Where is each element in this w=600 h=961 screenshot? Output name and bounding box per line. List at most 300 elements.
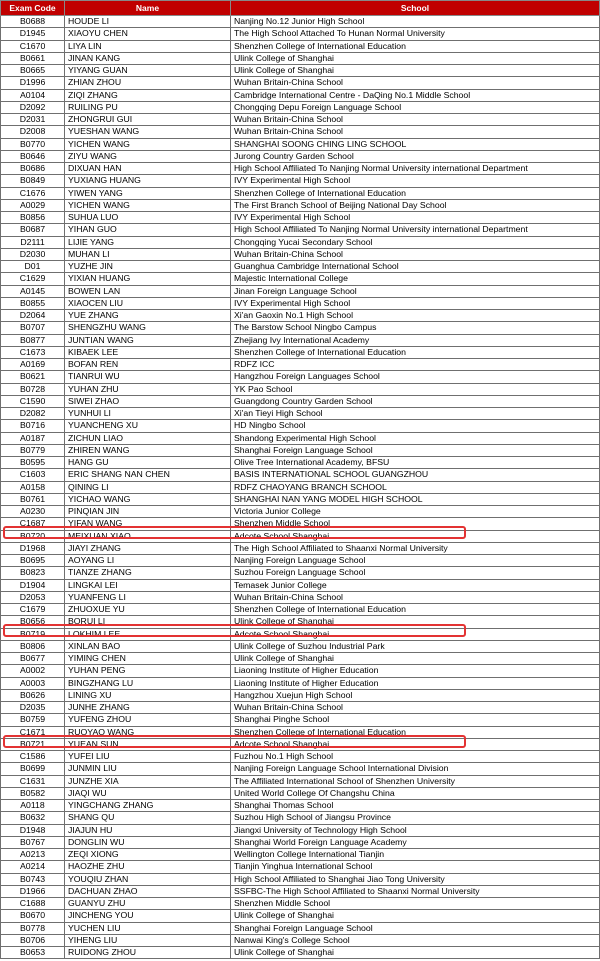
school-cell: High School Affiliated To Nanjing Normal University international Department [231,163,600,175]
name-cell: LIYA LIN [65,40,231,52]
exam-code-cell: B0582 [1,787,65,799]
table-row [1,469,600,481]
school-cell: Xi'an Tieyi High School [231,408,600,420]
exam-code-cell: B0721 [1,738,65,750]
exam-code-cell: C1676 [1,187,65,199]
school-cell: Jinan Foreign Language School [231,285,600,297]
exam-code-cell: A0187 [1,432,65,444]
table-row [1,689,600,701]
table-row [1,383,600,395]
school-cell: SHANGHAI SOONG CHING LING SCHOOL [231,138,600,150]
table-row [1,604,600,616]
exam-code-cell: C1590 [1,395,65,407]
name-cell: DONGLIN WU [65,836,231,848]
name-cell: JUNZHE XIA [65,775,231,787]
exam-code-cell: B0720 [1,530,65,542]
table-row [1,163,600,175]
school-cell: YK Pao School [231,383,600,395]
school-cell: Ulink College of Shanghai [231,910,600,922]
table-row [1,248,600,260]
school-cell: RDFZ CHAOYANG BRANCH SCHOOL [231,481,600,493]
exam-code-cell: C1679 [1,604,65,616]
exam-code-cell: B0686 [1,163,65,175]
school-cell: Ulink College of Shanghai [231,52,600,64]
school-cell: Victoria Junior College [231,506,600,518]
name-cell: JUNMIN LIU [65,763,231,775]
school-cell: SHANGHAI NAN YANG MODEL HIGH SCHOOL [231,493,600,505]
name-cell: YOUQIU ZHAN [65,873,231,885]
exam-code-cell: B0849 [1,175,65,187]
table-row [1,16,600,28]
table-row [1,126,600,138]
table-row [1,40,600,52]
name-cell: YICHAO WANG [65,493,231,505]
school-cell: Shanghai World Foreign Language Academy [231,836,600,848]
exam-code-cell: B0706 [1,934,65,946]
exam-code-cell: C1603 [1,469,65,481]
school-cell: Shenzhen College of International Education [231,346,600,358]
name-cell: BOFAN REN [65,359,231,371]
name-cell: YIWEN YANG [65,187,231,199]
name-cell: ZEQI XIONG [65,849,231,861]
table-row [1,787,600,799]
exam-code-cell: A0230 [1,506,65,518]
table-row [1,212,600,224]
name-cell: QINING LI [65,481,231,493]
table-row [1,506,600,518]
school-cell: Jurong Country Garden School [231,150,600,162]
name-cell: SHANG QU [65,812,231,824]
school-cell: The First Branch School of Beijing National Day School [231,199,600,211]
header-row [1,1,600,16]
table-row [1,751,600,763]
exam-code-cell: A0003 [1,677,65,689]
school-cell: Shenzhen Middle School [231,898,600,910]
exam-code-cell: B0856 [1,212,65,224]
table-row [1,542,600,554]
exam-code-cell: A0104 [1,89,65,101]
name-cell: SHENGZHU WANG [65,322,231,334]
exam-code-cell: B0670 [1,910,65,922]
exam-code-cell: B0665 [1,65,65,77]
school-cell: BASIS INTERNATIONAL SCHOOL GUANGZHOU [231,469,600,481]
school-cell: Ulink College of Shanghai [231,65,600,77]
exam-code-cell: A0214 [1,861,65,873]
table-row [1,493,600,505]
school-cell: Hangzhou Foreign Languages School [231,371,600,383]
school-cell: Ulink College of Shanghai [231,947,600,959]
school-cell: SSFBC-The High School Affiliated to Shaanxi Normal University [231,885,600,897]
school-cell: HD Ningbo School [231,420,600,432]
school-cell: Nanjing Foreign Language School [231,555,600,567]
table-row [1,824,600,836]
exam-code-cell: B0719 [1,628,65,640]
table-row [1,444,600,456]
school-cell: Chongqing Yucai Secondary School [231,236,600,248]
school-cell: Olive Tree International Academy, BFSU [231,457,600,469]
exam-code-cell: D1948 [1,824,65,836]
name-cell: YUEAN SUN [65,738,231,750]
table-row [1,861,600,873]
school-cell: IVY Experimental High School [231,175,600,187]
exam-code-cell: D2053 [1,591,65,603]
exam-code-cell: B0626 [1,689,65,701]
table-row [1,702,600,714]
name-cell: LOKHIM LEE [65,628,231,640]
name-cell: XINLAN BAO [65,640,231,652]
name-cell: ZHIREN WANG [65,444,231,456]
school-cell: Liaoning Institute of Higher Education [231,665,600,677]
table-row [1,346,600,358]
header-name: Name [65,1,231,16]
exam-code-cell: D2031 [1,114,65,126]
name-cell: BOWEN LAN [65,285,231,297]
table-row [1,187,600,199]
table-row [1,628,600,640]
table-row [1,579,600,591]
table-row [1,322,600,334]
exam-code-cell: D2030 [1,248,65,260]
name-cell: PINQIAN JIN [65,506,231,518]
name-cell: JINAN KANG [65,52,231,64]
name-cell: MEIXUAN XIAO [65,530,231,542]
exam-code-cell: B0823 [1,567,65,579]
name-cell: GUANYU ZHU [65,898,231,910]
exam-code-cell: D2035 [1,702,65,714]
exam-code-cell: B0677 [1,653,65,665]
school-cell: Shanghai Pinghe School [231,714,600,726]
table-row [1,65,600,77]
school-cell: Chongqing Depu Foreign Language School [231,101,600,113]
table-row [1,175,600,187]
table-row [1,408,600,420]
table-body [1,16,600,959]
school-cell: Majestic International College [231,273,600,285]
school-cell: Wuhan Britain-China School [231,591,600,603]
name-cell: YUE ZHANG [65,310,231,322]
name-cell: HOUDE LI [65,16,231,28]
school-cell: Shenzhen College of International Education [231,604,600,616]
table-row [1,273,600,285]
school-cell: Wellington College International Tianjin [231,849,600,861]
table-row [1,885,600,897]
school-cell: Temasek Junior College [231,579,600,591]
name-cell: ERIC SHANG NAN CHEN [65,469,231,481]
header-exam-code: Exam Code [1,1,65,16]
school-cell: Shenzhen College of International Education [231,40,600,52]
table-row [1,310,600,322]
name-cell: LINING XU [65,689,231,701]
exam-code-cell: C1629 [1,273,65,285]
name-cell: JINCHENG YOU [65,910,231,922]
exam-code-cell: B0877 [1,334,65,346]
table-row [1,420,600,432]
school-cell: Wuhan Britain-China School [231,114,600,126]
table-row [1,555,600,567]
table-row [1,101,600,113]
table-row [1,922,600,934]
name-cell: YIHAN GUO [65,224,231,236]
table-row [1,738,600,750]
school-cell: Nanjing Foreign Language School International Division [231,763,600,775]
table-row [1,359,600,371]
table-row [1,947,600,959]
name-cell: MUHAN LI [65,248,231,260]
table-row [1,934,600,946]
name-cell: YUCHEN LIU [65,922,231,934]
table-row [1,518,600,530]
exam-code-cell: A0158 [1,481,65,493]
name-cell: JUNHE ZHANG [65,702,231,714]
school-cell: Wuhan Britain-China School [231,248,600,260]
name-cell: YIYANG GUAN [65,65,231,77]
name-cell: XIAOYU CHEN [65,28,231,40]
table-row [1,432,600,444]
exam-code-cell: C1688 [1,898,65,910]
table-row [1,236,600,248]
school-cell: Guangdong Country Garden School [231,395,600,407]
exam-code-cell: B0632 [1,812,65,824]
name-cell: JUNTIAN WANG [65,334,231,346]
table-row [1,653,600,665]
table-row [1,481,600,493]
exam-code-cell: B0661 [1,52,65,64]
name-cell: AOYANG LI [65,555,231,567]
table-row [1,665,600,677]
name-cell: YIHENG LIU [65,934,231,946]
name-cell: SUHUA LUO [65,212,231,224]
school-cell: Hangzhou Xuejun High School [231,689,600,701]
name-cell: JIAYI ZHANG [65,542,231,554]
exam-code-cell: B0621 [1,371,65,383]
name-cell: YUZHE JIN [65,261,231,273]
table-row [1,530,600,542]
school-cell: Nanjing No.12 Junior High School [231,16,600,28]
school-cell: Guanghua Cambridge International School [231,261,600,273]
table-row [1,910,600,922]
name-cell: ZIQI ZHANG [65,89,231,101]
name-cell: YUFENG ZHOU [65,714,231,726]
table-row [1,591,600,603]
name-cell: YICHEN WANG [65,138,231,150]
exam-code-cell: A0213 [1,849,65,861]
school-cell: Suzhou High School of Jiangsu Province [231,812,600,824]
table-row [1,812,600,824]
name-cell: KIBAEK LEE [65,346,231,358]
exam-code-cell: B0778 [1,922,65,934]
name-cell: DACHUAN ZHAO [65,885,231,897]
name-cell: BORUI LI [65,616,231,628]
school-cell: Shanghai Foreign Language School [231,922,600,934]
table-row [1,775,600,787]
exam-code-cell: D2064 [1,310,65,322]
table-row [1,199,600,211]
table-row [1,898,600,910]
table-row [1,334,600,346]
table-row [1,395,600,407]
exam-code-cell: D2082 [1,408,65,420]
name-cell: YUNHUI LI [65,408,231,420]
exam-code-cell: C1687 [1,518,65,530]
table-row [1,763,600,775]
school-cell: Shenzhen Middle School [231,518,600,530]
table-row [1,52,600,64]
name-cell: YUANCHENG XU [65,420,231,432]
table-row [1,297,600,309]
school-cell: Adcote School Shanghai [231,738,600,750]
name-cell: TIANRUI WU [65,371,231,383]
name-cell: YUHAN PENG [65,665,231,677]
exam-code-cell: B0716 [1,420,65,432]
name-cell: RUIDONG ZHOU [65,947,231,959]
school-cell: Zhejiang Ivy International Academy [231,334,600,346]
school-cell: Cambridge International Centre - DaQing No.1 Middle School [231,89,600,101]
name-cell: YINGCHANG ZHANG [65,800,231,812]
school-cell: Shenzhen College of International Education [231,726,600,738]
name-cell: DIXUAN HAN [65,163,231,175]
school-cell: Xi'an Gaoxin No.1 High School [231,310,600,322]
table-row [1,150,600,162]
school-cell: Shanghai Thomas School [231,800,600,812]
exam-code-cell: A0002 [1,665,65,677]
table-row [1,77,600,89]
table-row [1,849,600,861]
name-cell: XIAOCEN LIU [65,297,231,309]
school-cell: Wuhan Britain-China School [231,77,600,89]
school-cell: The Affiliated International School of Shenzhen University [231,775,600,787]
table-row [1,677,600,689]
exam-code-cell: B0728 [1,383,65,395]
school-cell: IVY Experimental High School [231,212,600,224]
exam-code-cell: A0029 [1,199,65,211]
table-row [1,873,600,885]
school-cell: Shandong Experimental High School [231,432,600,444]
school-cell: Ulink College of Shanghai [231,653,600,665]
name-cell: YUESHAN WANG [65,126,231,138]
table-row [1,616,600,628]
school-cell: The Barstow School Ningbo Campus [231,322,600,334]
exam-code-cell: A0118 [1,800,65,812]
table-row [1,28,600,40]
exam-code-cell: B0770 [1,138,65,150]
exam-code-cell: C1671 [1,726,65,738]
exam-code-cell: B0759 [1,714,65,726]
name-cell: YICHEN WANG [65,199,231,211]
name-cell: ZHIAN ZHOU [65,77,231,89]
exam-code-cell: B0779 [1,444,65,456]
exam-code-cell: A0169 [1,359,65,371]
exam-code-cell: B0687 [1,224,65,236]
exam-code-cell: D2008 [1,126,65,138]
table-row [1,89,600,101]
school-cell: Jiangxi University of Technology High School [231,824,600,836]
name-cell: JIAQI WU [65,787,231,799]
name-cell: YUFEI LIU [65,751,231,763]
table-row [1,640,600,652]
name-cell: HANG GU [65,457,231,469]
name-cell: YUANFENG LI [65,591,231,603]
school-cell: Shenzhen College of International Education [231,187,600,199]
exam-code-cell: D1968 [1,542,65,554]
school-cell: High School Affiliated to Shanghai Jiao Tong University [231,873,600,885]
exam-code-cell: D2111 [1,236,65,248]
school-cell: Wuhan Britain-China School [231,702,600,714]
table-row [1,285,600,297]
school-cell: Suzhou Foreign Language School [231,567,600,579]
exam-code-cell: B0688 [1,16,65,28]
exam-code-cell: C1586 [1,751,65,763]
exam-code-cell: B0707 [1,322,65,334]
exam-code-cell: B0695 [1,555,65,567]
table-row [1,457,600,469]
table-row [1,567,600,579]
school-cell: RDFZ ICC [231,359,600,371]
table-row [1,800,600,812]
header-school: School [231,1,600,16]
table-row [1,714,600,726]
school-cell: The High School Attached To Hunan Normal University [231,28,600,40]
school-cell: Ulink College of Suzhou Industrial Park [231,640,600,652]
exam-code-cell: D2092 [1,101,65,113]
exam-code-cell: A0145 [1,285,65,297]
table-row [1,726,600,738]
school-cell: United World College Of Changshu China [231,787,600,799]
school-cell: Adcote School Shanghai [231,628,600,640]
exam-code-cell: C1631 [1,775,65,787]
name-cell: HAOZHE ZHU [65,861,231,873]
name-cell: SIWEI ZHAO [65,395,231,407]
exam-code-cell: C1670 [1,40,65,52]
exam-code-cell: B0595 [1,457,65,469]
exam-code-cell: B0806 [1,640,65,652]
exam-code-cell: B0656 [1,616,65,628]
school-cell: Wuhan Britain-China School [231,126,600,138]
name-cell: ZIYU WANG [65,150,231,162]
exam-code-cell: D1904 [1,579,65,591]
name-cell: LIJIE YANG [65,236,231,248]
table-row [1,224,600,236]
school-cell: Adcote School Shanghai [231,530,600,542]
name-cell: YIMING CHEN [65,653,231,665]
school-cell: Fuzhou No.1 High School [231,751,600,763]
school-cell: Nanwai King's College School [231,934,600,946]
exam-code-cell: B0767 [1,836,65,848]
name-cell: ZICHUN LIAO [65,432,231,444]
name-cell: RUILING PU [65,101,231,113]
name-cell: YIFAN WANG [65,518,231,530]
exam-code-cell: C1673 [1,346,65,358]
school-cell: Shanghai Foreign Language School [231,444,600,456]
exam-code-cell: B0653 [1,947,65,959]
table-row [1,836,600,848]
name-cell: YUXIANG HUANG [65,175,231,187]
exam-code-cell: B0743 [1,873,65,885]
school-cell: Ulink College of Shanghai [231,616,600,628]
exam-code-cell: B0699 [1,763,65,775]
school-cell: Liaoning Institute of Higher Education [231,677,600,689]
school-cell: Tianjin Yinghua International School [231,861,600,873]
exam-code-cell: B0855 [1,297,65,309]
table-row [1,138,600,150]
name-cell: RUOYAO WANG [65,726,231,738]
table-row [1,261,600,273]
name-cell: YUHAN ZHU [65,383,231,395]
exam-code-cell: D1966 [1,885,65,897]
name-cell: ZHONGRUI GUI [65,114,231,126]
exam-code-cell: D01 [1,261,65,273]
exam-code-cell: D1996 [1,77,65,89]
name-cell: ZHUOXUE YU [65,604,231,616]
